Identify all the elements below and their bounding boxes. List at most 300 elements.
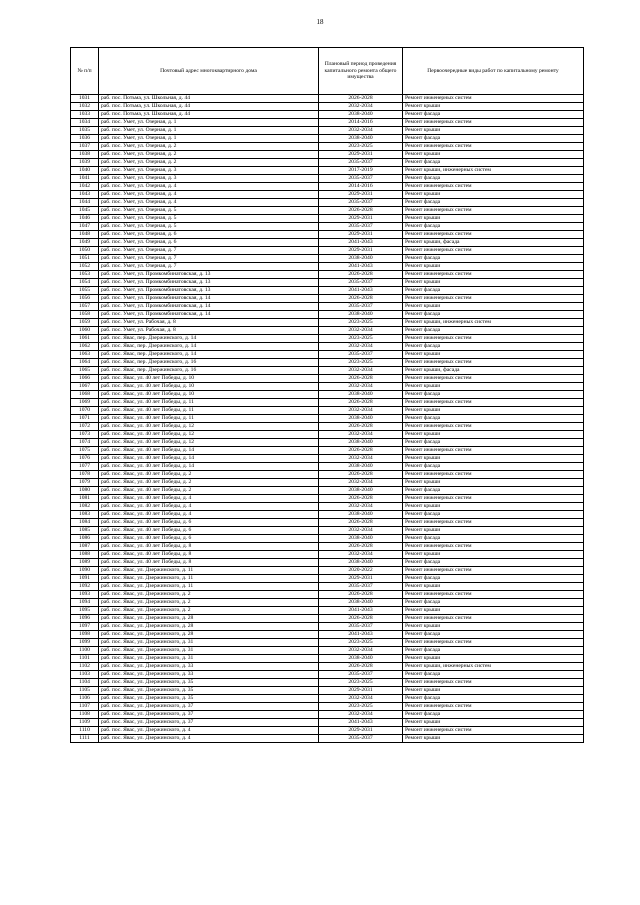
row-works: Ремонт инженерных систем [403, 399, 584, 407]
row-number: 1073 [71, 431, 99, 439]
row-address: раб. пос. Явас, ул. 40 лет Победы, д. 14 [99, 447, 319, 455]
row-address: раб. пос. Явас, ул. 40 лет Победы, д. 10 [99, 375, 319, 383]
table-row [71, 383, 584, 391]
row-period: 2023-2025 [319, 143, 403, 151]
row-address: раб. пос. Явас, ул. Дзержинского, д. 11 [99, 567, 319, 575]
row-number: 1091 [71, 575, 99, 583]
row-address: раб. пос. Явас, ул. 40 лет Победы, д. 6 [99, 519, 319, 527]
row-period: 2014-2016 [319, 183, 403, 191]
row-number: 1087 [71, 543, 99, 551]
row-period: 2026-2028 [319, 519, 403, 527]
row-address: раб. пос. Явас, ул. Дзержинского, д. 11 [99, 583, 319, 591]
table-row [71, 551, 584, 559]
table-row [71, 439, 584, 447]
row-number: 1110 [71, 727, 99, 735]
row-period: 2041-2043 [319, 631, 403, 639]
row-address: раб. пос. Явас, ул. Дзержинского, д. 11 [99, 575, 319, 583]
row-works: Ремонт инженерных систем [403, 231, 584, 239]
row-period: 2038-2040 [319, 111, 403, 119]
row-period: 2038-2040 [319, 391, 403, 399]
row-number: 1105 [71, 687, 99, 695]
row-number: 1050 [71, 247, 99, 255]
row-address: раб. пос. Явас, ул. Дзержинского, д. 31 [99, 647, 319, 655]
table-row [71, 407, 584, 415]
table-row [71, 127, 584, 135]
row-number: 1088 [71, 551, 99, 559]
row-period: 2035-2037 [319, 175, 403, 183]
row-address: раб. пос. Явас, ул. Дзержинского, д. 28 [99, 623, 319, 631]
table-row [71, 159, 584, 167]
row-period: 2032-2034 [319, 407, 403, 415]
row-works: Ремонт крыши, инженерных систем [403, 319, 584, 327]
row-period: 2014-2016 [319, 119, 403, 127]
row-works: Ремонт крыши [403, 431, 584, 439]
table-row [71, 375, 584, 383]
row-address: раб. пос. Явас, ул. Дзержинского, д. 37 [99, 703, 319, 711]
row-address: раб. пос. Явас, ул. Дзержинского, д. 37 [99, 711, 319, 719]
row-works: Ремонт крыши [403, 191, 584, 199]
row-address: раб. пос. Явас, ул. Дзержинского, д. 35 [99, 695, 319, 703]
row-works: Ремонт крыши [403, 479, 584, 487]
row-works: Ремонт крыши [403, 407, 584, 415]
row-works: Ремонт фасада [403, 391, 584, 399]
row-number: 1056 [71, 295, 99, 303]
row-period: 2029-2031 [319, 575, 403, 583]
row-period: 2038-2040 [319, 559, 403, 567]
table-row [71, 647, 584, 655]
row-number: 1089 [71, 559, 99, 567]
row-number: 1051 [71, 255, 99, 263]
row-period: 2032-2034 [319, 343, 403, 351]
row-number: 1070 [71, 407, 99, 415]
table-row [71, 639, 584, 647]
table-row [71, 415, 584, 423]
row-number: 1111 [71, 735, 99, 743]
row-period: 2038-2040 [319, 415, 403, 423]
table-row [71, 135, 584, 143]
table-row [71, 95, 584, 103]
row-address: раб. пос. Умет, ул. Промкомбинатовская, д. 13 [99, 279, 319, 287]
row-works: Ремонт крыши [403, 719, 584, 727]
row-address: раб. пос. Умет, ул. Озерная, д. 7 [99, 255, 319, 263]
row-works: Ремонт фасада [403, 695, 584, 703]
row-works: Ремонт инженерных систем [403, 543, 584, 551]
row-works: Ремонт инженерных систем [403, 183, 584, 191]
table-row [71, 575, 584, 583]
row-number: 1068 [71, 391, 99, 399]
row-works: Ремонт фасада [403, 159, 584, 167]
row-address: раб. пос. Умет, ул. Озерная, д. 2 [99, 159, 319, 167]
row-works: Ремонт инженерных систем [403, 679, 584, 687]
row-number: 1093 [71, 591, 99, 599]
row-works: Ремонт инженерных систем [403, 143, 584, 151]
row-address: раб. пос. Явас, ул. Дзержинского, д. 28 [99, 631, 319, 639]
table-row [71, 343, 584, 351]
row-period: 2026-2028 [319, 471, 403, 479]
table-row [71, 447, 584, 455]
row-address: раб. пос. Явас, ул. 40 лет Победы, д. 8 [99, 551, 319, 559]
row-number: 1049 [71, 239, 99, 247]
row-works: Ремонт крыши [403, 623, 584, 631]
row-number: 1101 [71, 655, 99, 663]
row-address: раб. пос. Явас, ул. 40 лет Победы, д. 4 [99, 503, 319, 511]
row-works: Ремонт фасада [403, 287, 584, 295]
row-address: раб. пос. Умет, ул. Промкомбинатовская, д. 13 [99, 271, 319, 279]
row-works: Ремонт инженерных систем [403, 567, 584, 575]
table-row [71, 655, 584, 663]
row-works: Ремонт крыши, фасада [403, 239, 584, 247]
row-address: раб. пос. Явас, ул. 40 лет Победы, д. 4 [99, 495, 319, 503]
row-works: Ремонт крыши [403, 279, 584, 287]
row-number: 1086 [71, 535, 99, 543]
row-period: 2032-2034 [319, 711, 403, 719]
row-works: Ремонт инженерных систем [403, 495, 584, 503]
row-address: раб. пос. Потьма, ул. Школьная, д. 44 [99, 95, 319, 103]
row-number: 1090 [71, 567, 99, 575]
row-period: 2035-2037 [319, 159, 403, 167]
table-row [71, 207, 584, 215]
row-address: раб. пос. Потьма, ул. Школьная, д. 44 [99, 103, 319, 111]
row-period: 2035-2037 [319, 735, 403, 743]
row-address: раб. пос. Умет, ул. Озерная, д. 1 [99, 135, 319, 143]
table-row [71, 567, 584, 575]
table-row [71, 687, 584, 695]
row-period: 2032-2034 [319, 527, 403, 535]
row-works: Ремонт крыши [403, 551, 584, 559]
table-row [71, 255, 584, 263]
row-address: раб. пос. Умет, ул. Озерная, д. 2 [99, 151, 319, 159]
row-period: 2023-2025 [319, 679, 403, 687]
row-period: 2035-2037 [319, 303, 403, 311]
row-period: 2017-2019 [319, 167, 403, 175]
row-number: 1060 [71, 327, 99, 335]
row-period: 2032-2034 [319, 127, 403, 135]
table-row [71, 399, 584, 407]
row-period: 2041-2043 [319, 239, 403, 247]
row-number: 1065 [71, 367, 99, 375]
row-address: раб. пос. Умет, ул. Промкомбинатовская, д. 14 [99, 295, 319, 303]
table-row [71, 199, 584, 207]
table-row [71, 279, 584, 287]
table-row [71, 511, 584, 519]
row-period: 2029-2031 [319, 191, 403, 199]
row-address: раб. пос. Умет, ул. Рабочая, д. 8 [99, 319, 319, 327]
row-address: раб. пос. Явас, ул. 40 лет Победы, д. 12 [99, 423, 319, 431]
table-row [71, 319, 584, 327]
table-row [71, 119, 584, 127]
row-address: раб. пос. Явас, ул. 40 лет Победы, д. 10 [99, 391, 319, 399]
row-works: Ремонт крыши [403, 687, 584, 695]
row-number: 1052 [71, 263, 99, 271]
table-row [71, 495, 584, 503]
row-works: Ремонт фасада [403, 327, 584, 335]
row-address: раб. пос. Умет, ул. Промкомбинатовская, д. 14 [99, 303, 319, 311]
row-period: 2029-2031 [319, 231, 403, 239]
row-works: Ремонт фасада [403, 559, 584, 567]
row-address: раб. пос. Явас, пер. Дзержинского, д. 14 [99, 335, 319, 343]
row-number: 1097 [71, 623, 99, 631]
row-number: 1099 [71, 639, 99, 647]
row-address: раб. пос. Явас, ул. Дзержинского, д. 31 [99, 639, 319, 647]
row-period: 2038-2040 [319, 311, 403, 319]
row-period: 2038-2040 [319, 135, 403, 143]
row-number: 1032 [71, 103, 99, 111]
row-address: раб. пос. Явас, ул. 40 лет Победы, д. 8 [99, 559, 319, 567]
row-number: 1102 [71, 663, 99, 671]
row-address: раб. пос. Умет, ул. Озерная, д. 6 [99, 231, 319, 239]
row-address: раб. пос. Явас, пер. Дзержинского, д. 14 [99, 351, 319, 359]
row-address: раб. пос. Умет, ул. Озерная, д. 3 [99, 175, 319, 183]
row-number: 1031 [71, 95, 99, 103]
row-period: 2029-2031 [319, 247, 403, 255]
row-works: Ремонт фасада [403, 111, 584, 119]
row-works: Ремонт фасада [403, 711, 584, 719]
table-row [71, 359, 584, 367]
row-number: 1042 [71, 183, 99, 191]
table-row [71, 671, 584, 679]
row-period: 2023-2025 [319, 335, 403, 343]
row-period: 2038-2040 [319, 599, 403, 607]
table-row [71, 111, 584, 119]
row-number: 1078 [71, 471, 99, 479]
row-period: 2041-2043 [319, 263, 403, 271]
row-works: Ремонт крыши [403, 527, 584, 535]
row-number: 1085 [71, 527, 99, 535]
table-row [71, 719, 584, 727]
row-number: 1109 [71, 719, 99, 727]
row-number: 1055 [71, 287, 99, 295]
row-number: 1069 [71, 399, 99, 407]
table-row [71, 287, 584, 295]
table-row [71, 183, 584, 191]
table-row [71, 735, 584, 743]
row-period: 2038-2040 [319, 463, 403, 471]
row-number: 1045 [71, 207, 99, 215]
row-works: Ремонт крыши, фасада [403, 367, 584, 375]
row-address: раб. пос. Явас, ул. 40 лет Победы, д. 8 [99, 543, 319, 551]
row-number: 1103 [71, 671, 99, 679]
row-number: 1072 [71, 423, 99, 431]
table-row [71, 271, 584, 279]
row-period: 2032-2034 [319, 503, 403, 511]
row-works: Ремонт инженерных систем [403, 447, 584, 455]
row-number: 1076 [71, 455, 99, 463]
row-works: Ремонт инженерных систем [403, 423, 584, 431]
table-row [71, 295, 584, 303]
row-number: 1048 [71, 231, 99, 239]
row-address: раб. пос. Явас, ул. 40 лет Победы, д. 2 [99, 471, 319, 479]
row-address: раб. пос. Явас, ул. 40 лет Победы, д. 2 [99, 479, 319, 487]
row-address: раб. пос. Умет, ул. Озерная, д. 1 [99, 119, 319, 127]
row-works: Ремонт фасада [403, 255, 584, 263]
row-number: 1094 [71, 599, 99, 607]
housing-repair-table [70, 47, 584, 743]
table-row [71, 479, 584, 487]
row-period: 2035-2037 [319, 279, 403, 287]
row-number: 1071 [71, 415, 99, 423]
row-period: 2032-2034 [319, 327, 403, 335]
table-row [71, 543, 584, 551]
table-row [71, 191, 584, 199]
row-address: раб. пос. Явас, ул. 40 лет Победы, д. 11 [99, 399, 319, 407]
row-period: 2038-2040 [319, 535, 403, 543]
row-number: 1074 [71, 439, 99, 447]
row-period: 2029-2031 [319, 215, 403, 223]
row-address: раб. пос. Явас, ул. Дзержинского, д. 33 [99, 663, 319, 671]
table-row [71, 487, 584, 495]
row-number: 1059 [71, 319, 99, 327]
row-number: 1041 [71, 175, 99, 183]
row-works: Ремонт фасада [403, 175, 584, 183]
row-works: Ремонт крыши [403, 503, 584, 511]
row-address: раб. пос. Потьма, ул. Школьная, д. 44 [99, 111, 319, 119]
row-address: раб. пос. Умет, ул. Промкомбинатовская, д. 13 [99, 287, 319, 295]
row-number: 1047 [71, 223, 99, 231]
row-address: раб. пос. Явас, пер. Дзержинского, д. 16 [99, 367, 319, 375]
row-works: Ремонт фасада [403, 223, 584, 231]
row-number: 1053 [71, 271, 99, 279]
row-period: 2035-2037 [319, 223, 403, 231]
header-num: № п/п [71, 48, 99, 95]
row-address: раб. пос. Явас, ул. 40 лет Победы, д. 10 [99, 383, 319, 391]
row-works: Ремонт инженерных систем [403, 519, 584, 527]
row-period: 2041-2043 [319, 719, 403, 727]
row-works: Ремонт инженерных систем [403, 703, 584, 711]
row-address: раб. пос. Явас, ул. 40 лет Победы, д. 14 [99, 463, 319, 471]
row-period: 2023-2025 [319, 359, 403, 367]
row-works: Ремонт инженерных систем [403, 615, 584, 623]
row-address: раб. пос. Явас, ул. 40 лет Победы, д. 12 [99, 439, 319, 447]
row-works: Ремонт инженерных систем [403, 247, 584, 255]
table-body [71, 95, 584, 743]
row-address: раб. пос. Умет, ул. Озерная, д. 3 [99, 167, 319, 175]
row-works: Ремонт крыши [403, 583, 584, 591]
row-number: 1095 [71, 607, 99, 615]
row-number: 1057 [71, 303, 99, 311]
row-period: 2032-2034 [319, 431, 403, 439]
row-address: раб. пос. Явас, ул. Дзержинского, д. 4 [99, 727, 319, 735]
row-number: 1106 [71, 695, 99, 703]
row-period: 2023-2025 [319, 703, 403, 711]
row-address: раб. пос. Явас, ул. 40 лет Победы, д. 6 [99, 527, 319, 535]
row-period: 2035-2037 [319, 199, 403, 207]
table-row [71, 623, 584, 631]
row-works: Ремонт крыши, инженерных систем [403, 167, 584, 175]
row-period: 2026-2028 [319, 423, 403, 431]
row-number: 1108 [71, 711, 99, 719]
table-row [71, 679, 584, 687]
row-address: раб. пос. Явас, ул. Дзержинского, д. 2 [99, 599, 319, 607]
row-works: Ремонт фасада [403, 671, 584, 679]
row-address: раб. пос. Явас, пер. Дзержинского, д. 16 [99, 359, 319, 367]
row-period: 2032-2034 [319, 455, 403, 463]
row-address: раб. пос. Явас, ул. Дзержинского, д. 35 [99, 687, 319, 695]
table-row [71, 311, 584, 319]
row-number: 1062 [71, 343, 99, 351]
row-address: раб. пос. Умет, ул. Озерная, д. 1 [99, 127, 319, 135]
row-works: Ремонт крыши [403, 655, 584, 663]
row-number: 1084 [71, 519, 99, 527]
row-works: Ремонт инженерных систем [403, 639, 584, 647]
table-row [71, 591, 584, 599]
row-period: 2035-2037 [319, 671, 403, 679]
row-works: Ремонт крыши, инженерных систем [403, 663, 584, 671]
row-address: раб. пос. Умет, ул. Озерная, д. 5 [99, 223, 319, 231]
row-works: Ремонт фасада [403, 343, 584, 351]
row-address: раб. пос. Явас, ул. 40 лет Победы, д. 12 [99, 431, 319, 439]
row-works: Ремонт инженерных систем [403, 359, 584, 367]
row-number: 1092 [71, 583, 99, 591]
row-period: 2041-2043 [319, 287, 403, 295]
row-works: Ремонт инженерных систем [403, 335, 584, 343]
table-row [71, 367, 584, 375]
row-number: 1035 [71, 127, 99, 135]
row-number: 1083 [71, 511, 99, 519]
row-period: 2026-2028 [319, 663, 403, 671]
row-number: 1096 [71, 615, 99, 623]
row-works: Ремонт крыши [403, 103, 584, 111]
row-works: Ремонт фасада [403, 199, 584, 207]
row-number: 1082 [71, 503, 99, 511]
row-works: Ремонт фасада [403, 311, 584, 319]
row-works: Ремонт крыши [403, 735, 584, 743]
row-period: 2029-2031 [319, 151, 403, 159]
table-row [71, 263, 584, 271]
row-works: Ремонт крыши [403, 151, 584, 159]
row-number: 1098 [71, 631, 99, 639]
table-row [71, 631, 584, 639]
row-period: 2032-2034 [319, 551, 403, 559]
row-period: 2032-2034 [319, 383, 403, 391]
row-address: раб. пос. Явас, ул. Дзержинского, д. 33 [99, 671, 319, 679]
row-period: 2026-2028 [319, 375, 403, 383]
row-works: Ремонт фасада [403, 575, 584, 583]
row-works: Ремонт фасада [403, 647, 584, 655]
row-address: раб. пос. Явас, ул. 40 лет Победы, д. 14 [99, 455, 319, 463]
row-works: Ремонт инженерных систем [403, 271, 584, 279]
row-period: 2032-2034 [319, 367, 403, 375]
row-number: 1080 [71, 487, 99, 495]
row-works: Ремонт инженерных систем [403, 295, 584, 303]
row-works: Ремонт инженерных систем [403, 119, 584, 127]
row-works: Ремонт фасада [403, 135, 584, 143]
row-works: Ремонт фасада [403, 599, 584, 607]
table-row [71, 559, 584, 567]
row-works: Ремонт фасада [403, 487, 584, 495]
row-period: 2026-2028 [319, 615, 403, 623]
row-number: 1058 [71, 311, 99, 319]
table-row [71, 463, 584, 471]
row-address: раб. пос. Явас, ул. Дзержинского, д. 4 [99, 735, 319, 743]
row-period: 2029-2031 [319, 687, 403, 695]
row-period: 2026-2028 [319, 543, 403, 551]
row-address: раб. пос. Явас, ул. Дзержинского, д. 2 [99, 591, 319, 599]
table-row [71, 215, 584, 223]
row-period: 2026-2028 [319, 447, 403, 455]
table-row [71, 223, 584, 231]
row-address: раб. пос. Явас, ул. 40 лет Победы, д. 6 [99, 535, 319, 543]
row-number: 1040 [71, 167, 99, 175]
table-row [71, 711, 584, 719]
table-row [71, 535, 584, 543]
row-address: раб. пос. Умет, ул. Озерная, д. 5 [99, 207, 319, 215]
row-period: 2038-2040 [319, 439, 403, 447]
row-address: раб. пос. Умет, ул. Озерная, д. 4 [99, 183, 319, 191]
row-number: 1104 [71, 679, 99, 687]
table-row [71, 335, 584, 343]
row-address: раб. пос. Явас, пер. Дзержинского, д. 14 [99, 343, 319, 351]
row-address: раб. пос. Умет, ул. Озерная, д. 4 [99, 191, 319, 199]
